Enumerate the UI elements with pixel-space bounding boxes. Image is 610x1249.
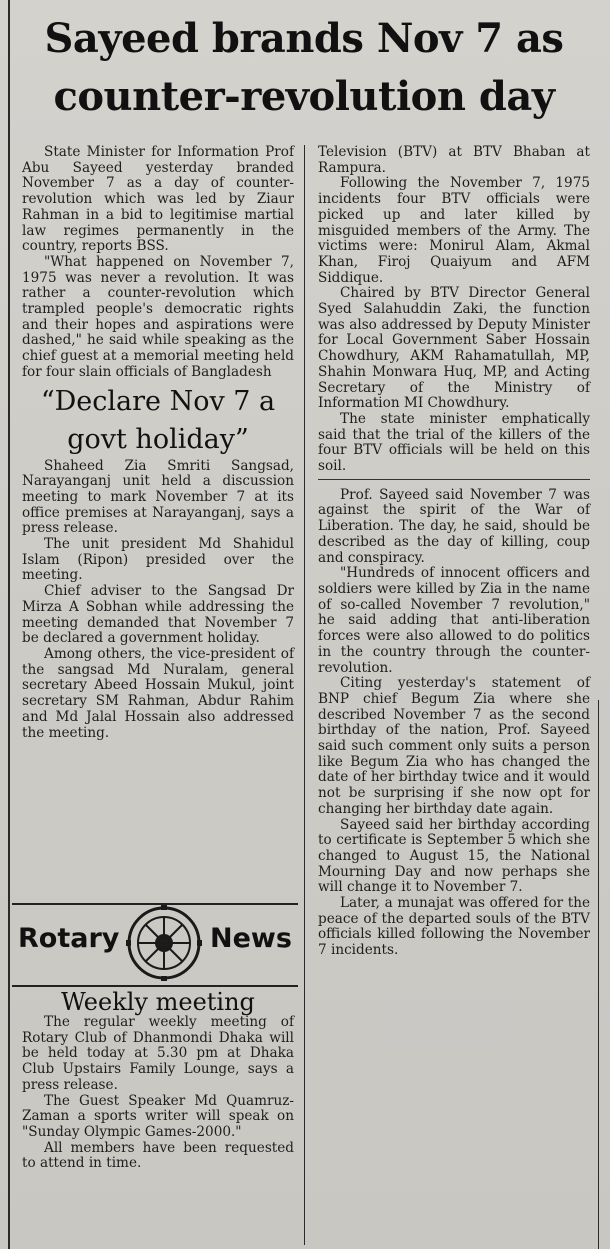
- article-paragraph: Television (BTV) at BTV Bhaban at Rampura.: [318, 144, 590, 176]
- article-paragraph: Following the November 7, 1975 incidents four BTV officials were picked up and later killed by misguided members of the Army. The victims were: Monirul Alam, Akmal Khan, Firoj Quaiyum and AFM Siddique.: [318, 175, 590, 286]
- news-label: News: [210, 923, 292, 954]
- article-paragraph: "What happened on November 7, 1975 was never a revolution. It was rather a counter-revolution which trampled people's democratic rights and their hopes and aspirations were dashed," he said while speaking as the chief guest at a memorial meeting held for four slain officials of Bangladesh: [22, 253, 294, 380]
- article-paragraph: Among others, the vice-president of the sangsad Md Nuralam, general secretary Abeed Hossain Mukul, joint secretary SM Rahman, Abdur Rahim and Md Jalal Hossain also addressed the meeting.: [22, 645, 294, 741]
- right-column-rule: [598, 700, 599, 1249]
- center-column-rule: [304, 145, 305, 1245]
- rotary-news-banner: [12, 903, 298, 985]
- article-paragraph: State Minister for Information Prof Abu Sayeed yesterday branded November 7 as a day of counter-revolution which was led by Ziaur Rahman in a bid to legitimise martial law regimes permanently in the country, reports BSS.: [22, 144, 294, 255]
- article-paragraph: "Hundreds of innocent officers and soldiers were killed by Zia in the name of so-called November 7 revolution," he said adding that anti-liberation forces were also allowed to do politics in the country through the counter-revolution.: [318, 565, 590, 676]
- article-paragraph: The regular weekly meeting of Rotary Club of Dhanmondi Dhaka will be held today at 5.30 pm at Dhaka Club Upstairs Family Lounge, says a press release.: [22, 1014, 294, 1093]
- article-paragraph: Chief adviser to the Sangsad Dr Mirza A Sobhan while addressing the meeting demanded that November 7 be declared a government holiday.: [22, 583, 294, 647]
- article-paragraph: The state minister emphatically said that the trial of the killers of the four BTV officials will be held on this soil.: [318, 410, 590, 475]
- article-paragraph: The unit president Md Shahidul Islam (Ripon) presided over the meeting.: [22, 536, 294, 584]
- article-paragraph: Shaheed Zia Smriti Sangsad, Narayanganj unit held a discussion meeting to mark November 7 at its office premises at Narayanganj, says a press release.: [22, 457, 294, 537]
- column-right: [318, 145, 590, 959]
- article-paragraph: The Guest Speaker Md Quamruz-Zaman a sports writer will speak on "Sunday Olympic Games-2000.": [22, 1092, 294, 1140]
- subheadline: “Declare Nov 7 a govt holiday”: [40, 385, 276, 455]
- article-paragraph: Chaired by BTV Director General Syed Salahuddin Zaki, the function was also addressed by Deputy Minister for Local Government Saber Hossain Chowdhury, AKM Rahamatullah, MP, Shahin Monwara Huq, MP, and Acting Secretary of the Ministry of Information MI Chowdhury.: [318, 285, 590, 412]
- weekly-meeting-body: [22, 1015, 294, 1172]
- weekly-meeting-title: Weekly meeting: [61, 988, 255, 1016]
- headline: Sayeed brands Nov 7 as counter-revolution day: [44, 15, 564, 120]
- article-paragraph: Later, a munajat was offered for the peace of the departed souls of the BTV officials killed following the November 7 incidents.: [318, 895, 590, 959]
- rotary-wheel-logo: [126, 905, 202, 981]
- left-column-rule: [8, 0, 10, 1249]
- article-paragraph: Sayeed said her birthday according to certificate is September 5 which she changed to August 15, the National Mourning Day and now perhaps she will change it to November 7.: [318, 816, 590, 896]
- section-divider: [318, 479, 590, 486]
- rotary-label: Rotary: [18, 923, 120, 954]
- article-paragraph: Prof. Sayeed said November 7 was against the spirit of the War of Liberation. The day, he said, should be described as the day of killing, coup and conspiracy.: [318, 486, 590, 566]
- column-left: [22, 145, 294, 741]
- article-paragraph: All members have been requested to attend in time.: [22, 1139, 294, 1172]
- article-paragraph: Citing yesterday's statement of BNP chief Begum Zia where she described November 7 as the second birthday of the nation, Prof. Sayeed said such comment only suits a person like Begum Zia who has changed the date of her birthday twice and it would not be surprising if she now opt for changing her birthday date again.: [318, 675, 590, 817]
